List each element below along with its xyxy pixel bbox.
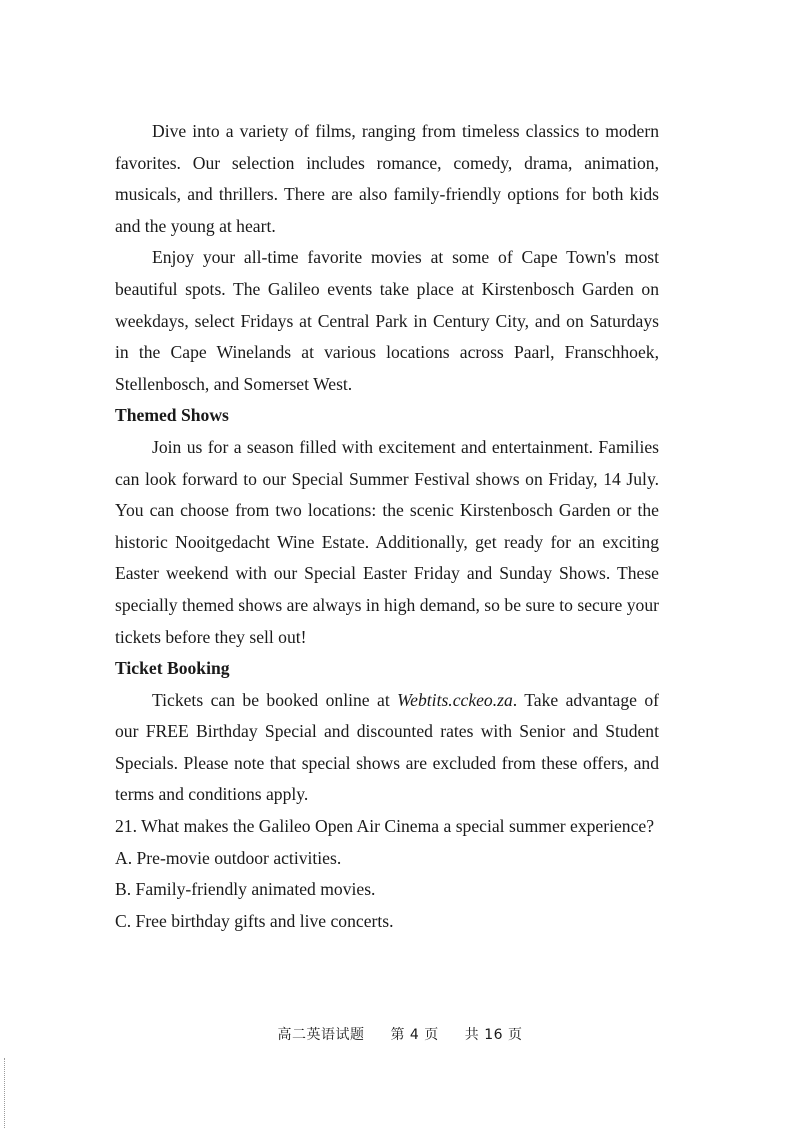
themed-shows-paragraph: Join us for a season filled with excitement and entertainment. Families can look forward to our Special Summer Festival shows on Friday, 14 July. You can choose from two locations: the scenic Kirstenbosch Garden or the historic Nooitgedacht Wine Estate. Additionally, get ready for an exciting Easter weekend with our Special Easter Friday and Sunday Shows. These specially themed shows are always in high demand, so be sure to secure your tickets before they sell out!: [115, 436, 659, 647]
intro-paragraph-films: Dive into a variety of films, ranging from timeless classics to modern favorites. Our selection includes romance, comedy, drama, animation, musicals, and thrillers. There are also family-friendly options for both kids and the young at heart.: [115, 121, 659, 236]
page-footer: [0, 1024, 800, 1044]
scan-edge-mark: [4, 1058, 6, 1128]
footer-subject: 高二英语试题: [277, 1027, 365, 1043]
footer-total-pages: 共 16 页: [464, 1027, 523, 1043]
question-option-a: A. Pre-movie outdoor activities.: [115, 847, 342, 868]
booking-url: Webtits.cckeo.za: [397, 689, 513, 710]
ticket-booking-paragraph: [115, 685, 659, 811]
ticket-booking-heading: Ticket Booking: [115, 658, 230, 679]
themed-shows-heading: Themed Shows: [115, 405, 229, 426]
footer-page-number: 第 4 页: [390, 1027, 439, 1043]
intro-paragraph-locations: Enjoy your all-time favorite movies at some of Cape Town's most beautiful spots. The Galileo events take place at Kirstenbosch Garden on weekdays, select Fridays at Central Park in Century City, and on Saturdays in the Cape Winelands at various locations across Paarl, Franschhoek, Stellenbosch, and Somerset West.: [115, 247, 659, 394]
ticket-booking-text-end: . Take advantage of our FREE Birthday Special and discounted rates with Senior and Student Specials. Please note that special shows are excluded from these offers, and terms and conditions apply.: [115, 689, 659, 805]
ticket-booking-text-start: Tickets can be booked online at: [152, 689, 398, 710]
question-option-b: B. Family-friendly animated movies.: [115, 879, 376, 900]
question-21: 21. What makes the Galileo Open Air Cinema a special summer experience?: [115, 816, 655, 837]
question-option-c: C. Free birthday gifts and live concerts.: [115, 910, 394, 931]
document-body: [115, 116, 659, 937]
